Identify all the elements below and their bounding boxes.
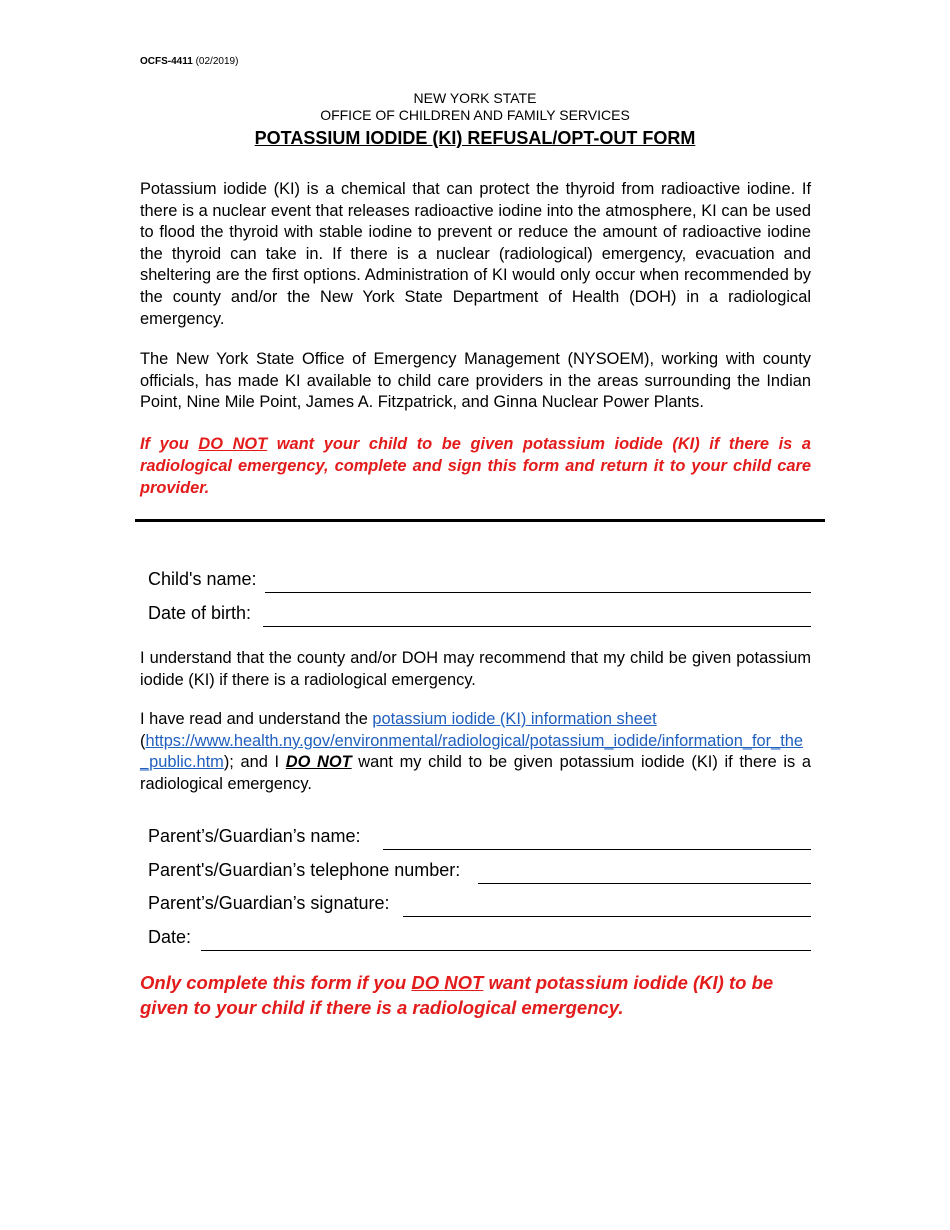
read-text-pre: I have read and understand the: [140, 710, 373, 728]
url-open-paren: (: [140, 731, 146, 750]
parent-name-field[interactable]: [383, 849, 811, 850]
form-id: [140, 56, 238, 67]
read-text-mid: ); and I: [223, 753, 286, 772]
footer-warning: [140, 970, 820, 1020]
date-of-birth-field[interactable]: [263, 626, 811, 627]
intro-paragraph-1: Potassium iodide (KI) is a chemical that can protect the thyroid from radioactive iodine. If there is a nuclear event that releases radioactive iodine into the atmosphere, KI can be used to flood the thyroid with stable iodine to prevent or reduce the amount of radioactive iodine the thyroid can take in. If there is a nuclear (radiological) emergency, evacuation and sheltering are the first options. Administration of KI would only occur when recommended by the county and/or the New York State Department of Health (DOH) in a radiological emergency.: [140, 180, 811, 328]
info-sheet-link[interactable]: potassium iodide (KI) information sheet: [372, 710, 657, 728]
date-of-birth-label: Date of birth:: [148, 603, 252, 623]
section-divider: [135, 519, 825, 522]
warning-emphasis: DO NOT: [198, 435, 268, 453]
footer-text-pre: Only complete this form if you: [140, 972, 412, 993]
form-title: POTASSIUM IODIDE (KI) REFUSAL/OPT-OUT FORM: [254, 128, 696, 148]
read-statement: [140, 709, 811, 795]
warning-text-post: want your child to be given potassium iodide (KI) if there is a radiological emergency, complete and sign this form and return it to your child care provider.: [140, 435, 811, 497]
date-field[interactable]: [201, 950, 811, 951]
date-label: Date:: [148, 927, 192, 947]
agency-name: OFFICE OF CHILDREN AND FAMILY SERVICES: [320, 107, 630, 123]
info-sheet-url-link[interactable]: https://www.health.ny.gov/environmental/radiological/potassium_iodide/information_for_the_public.htm: [140, 731, 803, 772]
intro-paragraph-2: The New York State Office of Emergency Management (NYSOEM), working with county officials, has made KI available to child care providers in the areas surrounding the Indian Point, Nine Mile Point, James A. Fitzpatrick, and Ginna Nuclear Power Plants.: [140, 350, 811, 412]
warning-text-pre: If you: [140, 435, 199, 453]
understand-statement: I understand that the county and/or DOH may recommend that my child be given potassium iodide (KI) if there is a radiological emergency.: [140, 649, 811, 689]
form-code: OCFS-4411: [140, 56, 193, 67]
footer-emphasis: DO NOT: [411, 972, 484, 993]
form-date: (02/2019): [195, 56, 239, 67]
state-name: NEW YORK STATE: [413, 90, 537, 106]
child-name-label: Child's name:: [148, 569, 257, 589]
read-emphasis: DO NOT: [285, 753, 352, 772]
child-name-field[interactable]: [265, 592, 811, 593]
warning-paragraph: [140, 433, 811, 499]
footer-text-post: want potassium iodide (KI) to be given to your child if there is a radiological emergency.: [140, 972, 774, 1018]
parent-signature-field[interactable]: [403, 916, 811, 917]
page-title: [0, 128, 950, 149]
parent-signature-label: Parent’s/Guardian’s signature:: [148, 893, 390, 913]
read-text-post: want my child to be given potassium iodide (KI) if there is a radiological emergency.: [140, 753, 811, 793]
parent-name-label: Parent’s/Guardian’s name:: [148, 826, 361, 846]
parent-phone-field[interactable]: [478, 883, 811, 884]
parent-phone-label: Parent's/Guardian’s telephone number:: [148, 860, 461, 880]
